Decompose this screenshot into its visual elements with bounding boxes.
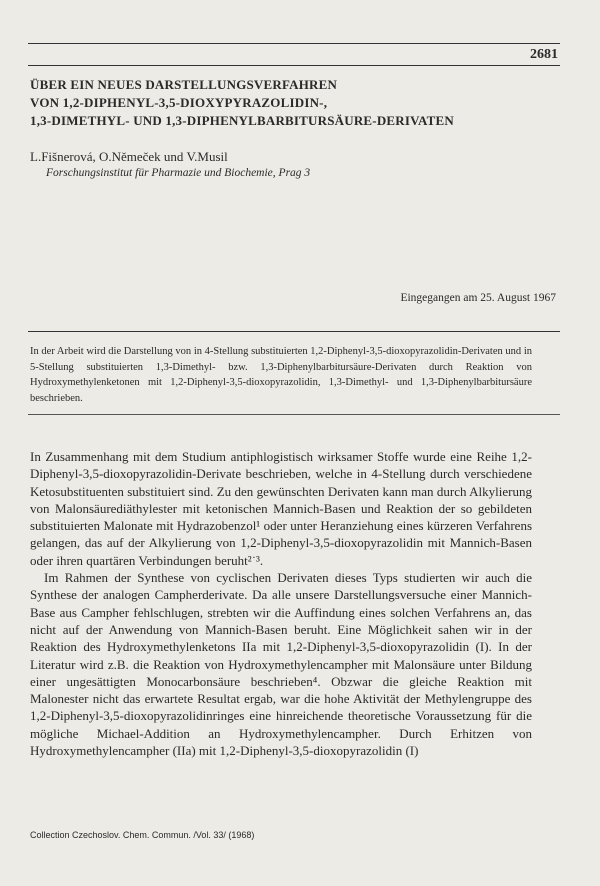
paragraph-2: Im Rahmen der Synthese von cyclischen Derivaten dieses Typs studierten wir auch die Synthese der analogen Campherderivate. Da alle unsere Darstellungsversuche einer Mannich-Base aus Campher fehlschlugen, strebten wir die Auffindung eines solchen Verfahrens an, das nicht auf der Anwendung von Mannich-Basen beruht. Eine Möglichkeit sahen wir in der Reaktion des Hydroxymethylenketons IIa mit 1,2-Diphenyl-3,5-dioxopyrazolidin (I). In der Literatur wird z.B. die Reaktion von Hydroxymethylencampher mit Malonsäure unter Bildung einer ungesättigten Monocarbonsäure beschrieben⁴. Obzwar die gleiche Reaktion mit Malonester nicht das erwartete Resultat ergab, war die hohe Aktivität der Methylengruppe des 1,2-Diphenyl-3,5-dioxopyrazolidinringes eine hinreichende theoretische Voraussetzung für die mögliche Michael-Addition an Hydroxymethylencampher. Durch Erhitzen von Hydroxymethylencampher (IIa) mit 1,2-Diphenyl-3,5-dioxopyrazolidin (I)	[30, 570, 532, 759]
title-line-1: ÜBER EIN NEUES DARSTELLUNGSVERFAHREN	[30, 77, 338, 92]
abstract: In der Arbeit wird die Darstellung von in 4-Stellung substituierten 1,2-Diphenyl-3,5-dioxopyrazolidin-Derivaten und in 5-Stellung substituierten 1,3-Dimethyl- bzw. 1,3-Diphenylbarbitursäure-Derivaten durch Reaktion von Hydroxymethylenketonen mit 1,2-Diphenyl-3,5-dioxopyrazolidin, 1,3-Dimethyl- und 1,3-Diphenylbarbitursäure beschrieben.	[30, 346, 532, 404]
page-number: 2681	[530, 47, 558, 62]
title-rule	[28, 65, 560, 66]
header-rule	[28, 43, 560, 44]
authors: L.Fišnerová, O.Němeček und V.Musil	[30, 149, 228, 164]
paragraph-1: In Zusammenhang mit dem Studium antiphlogistisch wirksamer Stoffe wurde eine Reihe 1,2-Diphenyl-3,5-dioxopyrazolidin-Derivate beschrieben, welche in 4-Stellung durch verschiedene Ketosubstituenten substituiert sind. Zu den gewünschten Derivaten kann man durch Alkylierung von Malonsäurediäthylester mit ketonischen Mannich-Basen und Reaktion der so gebildeten substituierten Malonate mit Hydrazobenzol¹ oder unter Heranziehung eines kürzeren Verfahrens gelangen, das auf der Alkylierung von 1,2-Diphenyl-3,5-dioxopyrazolidin mit Mannich-Basen oder ihren quartären Verbindungen beruht²˙³.	[30, 449, 532, 568]
title-line-2: VON 1,2-DIPHENYL-3,5-DIOXYPYRAZOLIDIN-,	[30, 95, 328, 110]
affiliation: Forschungsinstitut für Pharmazie und Biochemie, Prag 3	[46, 167, 311, 179]
abstract-rule-bottom	[28, 414, 560, 415]
abstract-rule-top	[28, 331, 560, 332]
body-text	[30, 448, 532, 759]
title-line-3: 1,3-DIMETHYL- UND 1,3-DIPHENYLBARBITURSÄURE-DERIVATEN	[30, 113, 454, 128]
received-date: Eingegangen am 25. August 1967	[400, 292, 556, 304]
journal-footer: Collection Czechoslov. Chem. Commun. /Vol. 33/ (1968)	[30, 830, 255, 840]
article-title	[30, 76, 560, 130]
